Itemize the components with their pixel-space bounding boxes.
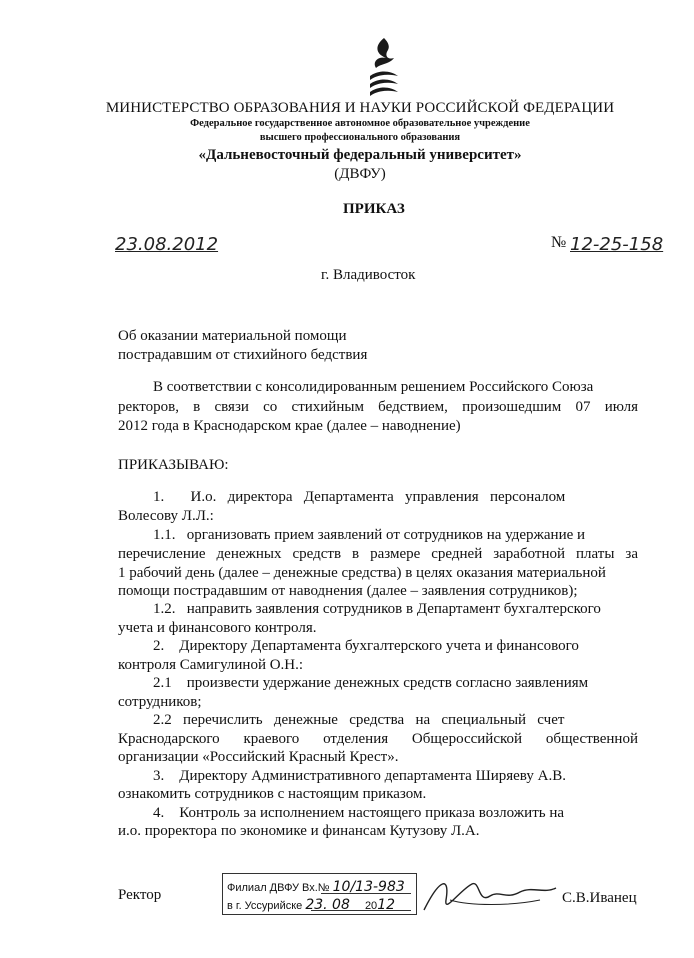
subject-line: Об оказании материальной помощи [118, 328, 347, 344]
order-item-line: учета и финансового контроля. [118, 620, 317, 636]
signer-name: С.В.Иванец [562, 890, 637, 906]
institution-type-line1: Федеральное государственное автономное образовательное учреждение [190, 118, 530, 129]
preamble-line: ректоров, в связи со стихийным бедствием, произошедшим 07 июля [118, 399, 638, 415]
order-item-line: 1.1. организовать прием заявлений от сотрудников на удержание и [153, 527, 586, 543]
order-item-line: Краснодарского краевого отделения Общероссийской общественной [118, 731, 638, 747]
order-subject [118, 327, 367, 365]
preamble-line: В соответствии с консолидированным решением Российского Союза [153, 379, 594, 395]
order-item-line: и.о. проректора по экономике и финансам Кутузову Л.А. [118, 823, 480, 839]
stamp-number-underline [321, 893, 411, 894]
preamble-line: 2012 года в Краснодарском крае (далее – наводнение) [118, 418, 461, 434]
stamp-number-value: 10/13-983 [332, 879, 405, 895]
university-logo-icon [364, 36, 404, 100]
order-item-line: 3. Директору Административного департамента Ширяеву А.В. [153, 768, 566, 784]
order-item-line: перечисление денежных средств в размере средней заработной платы за [118, 546, 638, 562]
order-item-line: Волесову Л.Л.: [118, 508, 214, 524]
university-name: «Дальневосточный федеральный университет» [198, 147, 522, 163]
stamp-number-label: Филиал ДВФУ Вх.№ [227, 882, 330, 894]
order-item-line: 4. Контроль за исполнением настоящего приказа возложить на [153, 805, 565, 821]
order-date: 23.08.2012 [115, 234, 219, 255]
order-city: г. Владивосток [321, 267, 416, 283]
order-number: 12-25-158 [570, 234, 664, 255]
order-item-line: 1. И.о. директора Департамента управления персоналом [153, 489, 566, 505]
order-item-line: организации «Российский Красный Крест». [118, 749, 399, 765]
institution-type-line2: высшего профессионального образования [259, 132, 461, 143]
order-command: ПРИКАЗЫВАЮ: [118, 457, 229, 473]
order-number-label: № [551, 234, 567, 251]
order-title: ПРИКАЗ [343, 201, 405, 217]
stamp-year-prefix: 20 [364, 900, 378, 912]
ministry-name: МИНИСТЕРСТВО ОБРАЗОВАНИЯ И НАУКИ РОССИЙСКОЙ ФЕДЕРАЦИИ [105, 100, 615, 116]
stamp-date-value: 23. 08 [305, 897, 350, 913]
order-item-line: контроля Самигулиной О.Н.: [118, 657, 304, 673]
order-item-line: 1 рабочий день (далее – денежные средства) в целях оказания материальной [118, 565, 606, 581]
order-item-line: ознакомить сотрудников с настоящим приказом. [118, 786, 427, 802]
stamp-place-label: в г. Уссурийске [227, 900, 303, 912]
order-item-line: сотрудников; [118, 694, 202, 710]
subject-line: пострадавшим от стихийного бедствия [118, 347, 368, 363]
incoming-registration-stamp [222, 873, 417, 915]
order-item-line: 1.2. направить заявления сотрудников в Департамент бухгалтерского [153, 601, 601, 617]
order-item-line: 2.1 произвести удержание денежных средств согласно заявлениям [153, 675, 589, 691]
signer-position: Ректор [118, 887, 162, 903]
order-item-line: помощи пострадавшим от наводнения (далее – заявления сотрудников); [118, 583, 578, 599]
rector-signature-icon [420, 870, 560, 922]
order-item-line: 2. Директору Департамента бухгалтерского учета и финансового [153, 638, 579, 654]
university-abbreviation: (ДВФУ) [334, 166, 386, 182]
stamp-year-value: 12 [377, 897, 396, 913]
stamp-date-underline [311, 910, 411, 911]
order-item-line: 2.2 перечислить денежные средства на специальный счет [153, 712, 565, 728]
